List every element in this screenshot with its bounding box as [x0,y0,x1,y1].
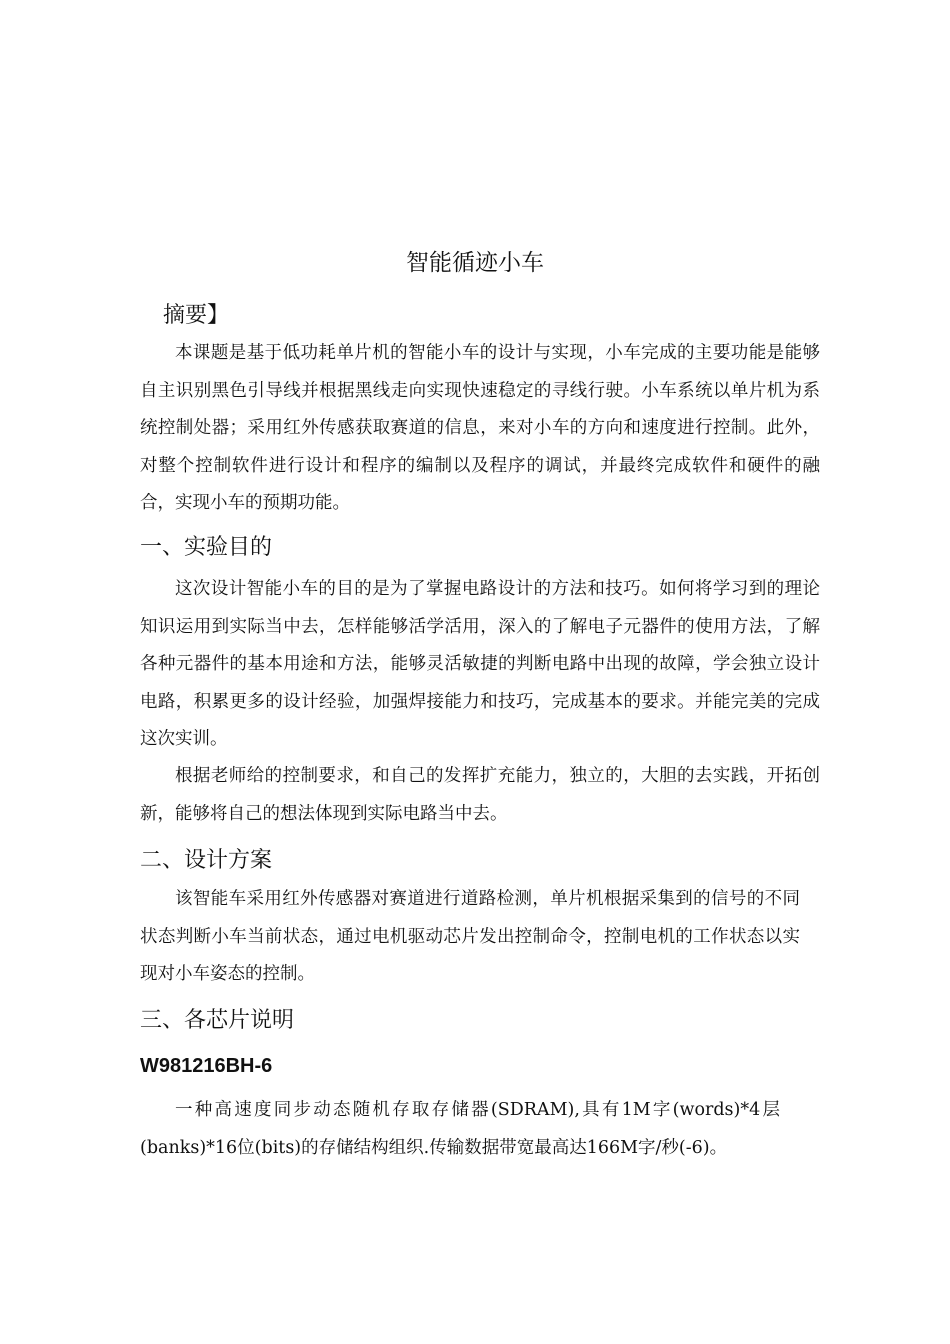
abstract-label: 摘要】 [163,303,230,328]
document-title: 智能循迹小车 [406,250,544,276]
chip-description: 一种高速度同步动态随机存取存储器(SDRAM),具有1M字(words)*4层(banks)*16位(bits)的存储结构组织.传输数据带宽最高达166M字/秒(-6)。 [140,1100,780,1158]
chip-name: W981216BH-6 [140,1055,273,1077]
purpose-paragraph-1: 这次设计智能小车的目的是为了掌握电路设计的方法和技巧。如何将学习到的理论知识运用到实际当中去，怎样能够活学活用，深入的了解电子元器件的使用方法，了解各种元器件的基本用途和方法，能够灵活敏捷的判断电路中出现的故障，学会独立设计电路，积累更多的设计经验，加强焊接能力和技巧，完成基本的要求。并能完美的完成这次实训。 [140,579,820,749]
abstract-text: 本课题是基于低功耗单片机的智能小车的设计与实现，小车完成的主要功能是能够自主识别黑色引导线并根据黑线走向实现快速稳定的寻线行驶。小车系统以单片机为系统控制处器；采用红外传感获取赛道的信息，来对小车的方向和速度进行控制。此外，对整个控制软件进行设计和程序的编制以及程序的调试，并最终完成软件和硬件的融合，实现小车的预期功能。 [140,343,820,513]
section-heading-purpose: 一、实验目的 [140,535,273,560]
purpose-paragraph-2: 根据老师给的控制要求，和自己的发挥扩充能力，独立的，大胆的去实践，开拓创新，能够将自己的想法体现到实际电路当中去。 [140,766,820,824]
section-heading-design: 二、设计方案 [140,848,273,873]
section-heading-chips: 三、各芯片说明 [140,1008,295,1033]
design-paragraph: 该智能车采用红外传感器对赛道进行道路检测，单片机根据采集到的信号的不同状态判断小车当前状态，通过电机驱动芯片发出控制命令，控制电机的工作状态以实现对小车姿态的控制。 [140,889,800,984]
